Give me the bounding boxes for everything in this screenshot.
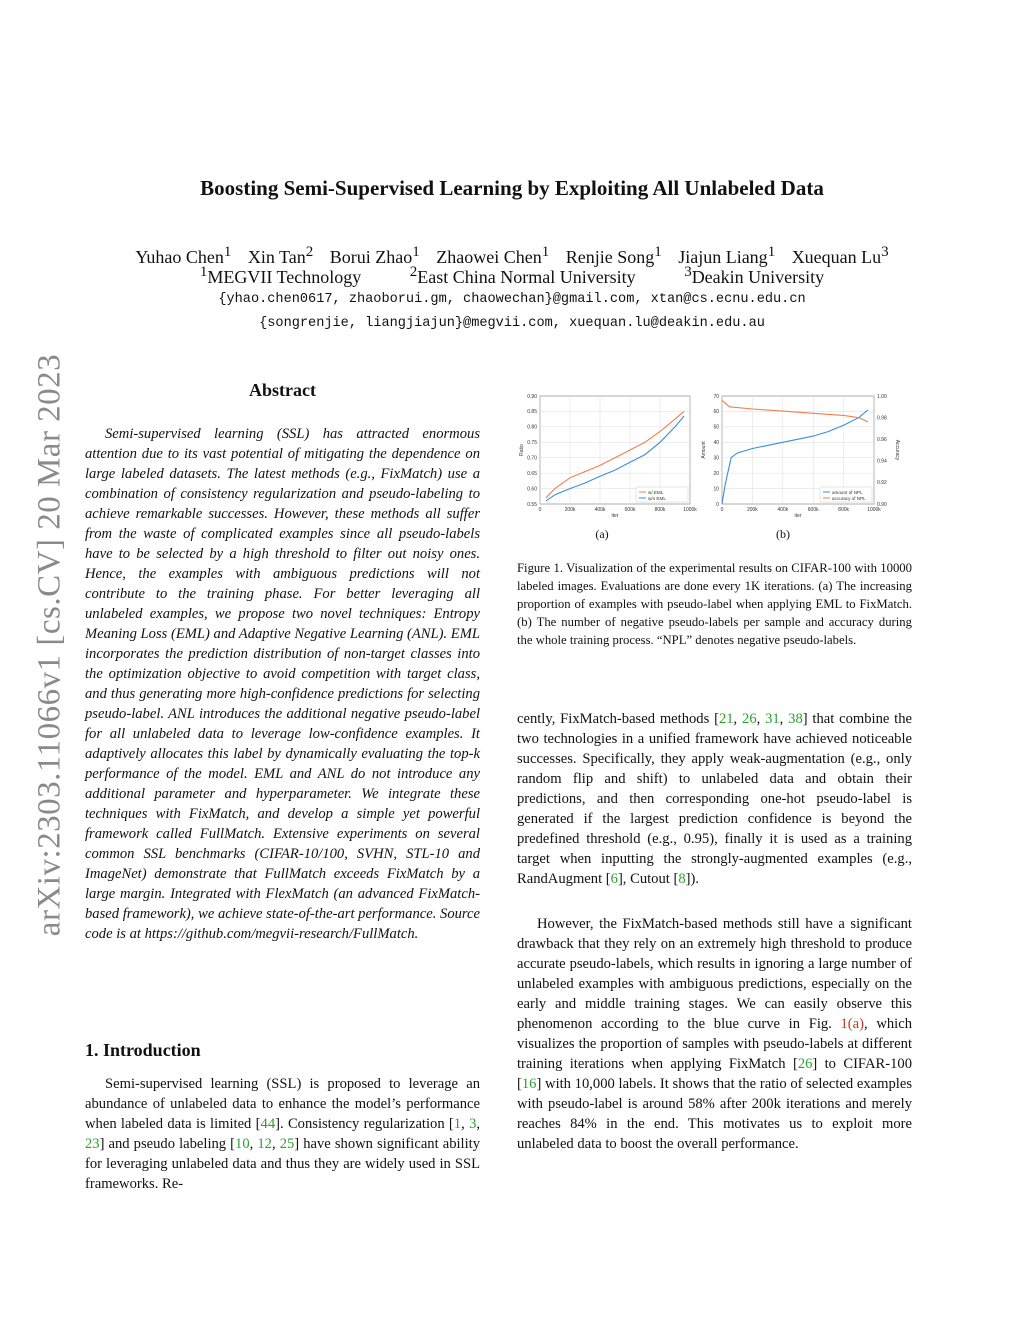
y-right-tick-label: 1.00 bbox=[877, 393, 887, 400]
y-tick-label: 0 bbox=[716, 501, 719, 508]
y-right-tick-label: 0.90 bbox=[877, 501, 887, 508]
x-tick-label: 200k bbox=[564, 507, 576, 513]
y-tick-label: 0.60 bbox=[527, 486, 537, 493]
y-right-tick-label: 0.94 bbox=[877, 458, 887, 465]
x-tick-label: 600k bbox=[624, 507, 636, 513]
chart-npl bbox=[701, 390, 912, 519]
author: Renjie Song$^1$ bbox=[565, 244, 662, 267]
x-tick-label: 1000k bbox=[683, 507, 697, 513]
affiliation: $^3$Deakin University bbox=[684, 264, 825, 287]
author: Yuhao Chen$^1$ bbox=[135, 244, 232, 267]
arxiv-identifier: arXiv:2303.11066v1 [cs.CV] 20 Mar 2023 bbox=[31, 353, 68, 937]
paper-title: Boosting Semi-Supervised Learning by Exploiting All Unlabeled Data bbox=[200, 176, 824, 200]
citation-link[interactable]: 31 bbox=[765, 711, 780, 727]
y-tick-label: 10 bbox=[713, 486, 719, 493]
author: Xuequan Lu$^3$ bbox=[791, 244, 889, 267]
citation-link[interactable]: 3 bbox=[469, 1116, 477, 1132]
figure-1a bbox=[512, 390, 700, 521]
x-axis-label: iter bbox=[794, 513, 802, 519]
citation-link[interactable]: 1 bbox=[453, 1116, 462, 1132]
citation-link[interactable]: 10 bbox=[235, 1136, 250, 1152]
y-tick-label: 0.80 bbox=[527, 424, 537, 431]
email-line-1: {yhao.chen0617, zhaoborui.gm, chaowechan}@gmail.com, xtan@cs.ecnu.edu.cn bbox=[218, 292, 806, 307]
y-axis-label: Amount bbox=[701, 441, 707, 459]
legend-label: w/ EML bbox=[648, 489, 664, 495]
legend-label: amount of NPL bbox=[832, 489, 863, 495]
figure-1b bbox=[702, 390, 912, 521]
affiliation: $^1$MEGVII Technology bbox=[199, 264, 362, 287]
citation-link[interactable]: 38 bbox=[788, 711, 803, 727]
citation-link[interactable]: 23 bbox=[85, 1136, 100, 1152]
x-tick-label: 0 bbox=[538, 507, 542, 513]
intro-paragraph-3: However, the FixMatch-based methods still have a significant drawback that they rely on an extremely high threshold to produce accurate pseudo-labels, which results in ignoring a large number of unlabeled examples with ambiguous predictions, especially on the early and middle training stages. We can easily observe this phenomenon according to the blue curve in Fig. 1(a), which visualizes the proportion of samples with pseudo-labels at different training iterations when applying FixMatch [26] to CIFAR-100 [16] with 10,000 labels. It shows that the ratio of selected examples with pseudo-label is around 58% after 200k iterations and merely reaches 84% in the end. This motivates us to exploit more unlabeled data to boost the overall performance. bbox=[517, 916, 912, 1152]
arxiv-sidebar bbox=[28, 345, 72, 945]
author: Borui Zhao$^1$ bbox=[329, 244, 420, 267]
y-tick-label: 0.55 bbox=[527, 501, 537, 508]
author: Xin Tan$^2$ bbox=[247, 244, 314, 267]
email-line-2: {songrenjie, liangjiajun}@megvii.com, xuequan.lu@deakin.edu.au bbox=[259, 316, 765, 331]
y-tick-label: 60 bbox=[713, 409, 719, 416]
intro-paragraph-2: cently, FixMatch-based methods [21, 26, 31, 38] that combine the two technologies in a unified framework have achieved noticeable successes. Specifically, they apply weak-augmentation (e.g., only random flip and shift) to unlabeled data and obtain their predictions, and then corresponding one-hot pseudo-label is generated if the largest prediction confidence is beyond the predefined threshold (e.g., 0.95), finally it is used as a training target when inputting the strongly-augmented examples (e.g., RandAugment [6], Cutout [8]). bbox=[517, 711, 912, 887]
citation-link[interactable]: 25 bbox=[279, 1136, 295, 1152]
y-tick-label: 50 bbox=[713, 424, 719, 431]
citation-link[interactable]: 26 bbox=[797, 1056, 813, 1072]
x-tick-label: 400k bbox=[594, 507, 606, 513]
section-heading-introduction: 1. Introduction bbox=[85, 1040, 201, 1060]
y-right-tick-label: 0.96 bbox=[877, 437, 887, 443]
chart-ratio bbox=[512, 390, 700, 519]
y-tick-label: 0.65 bbox=[527, 470, 537, 477]
x-tick-label: 800k bbox=[654, 507, 666, 513]
subfigure-label-a: (a) bbox=[595, 527, 609, 541]
intro-paragraph-1: Semi-supervised learning (SSL) is proposed to leverage an abundance of unlabeled data to enhance the model’s performance when labeled data is limited [44]. Consistency regularization [1, 3, 23] and pseudo labeling [10, 12, 25] have shown significant ability for leveraging unlabeled data and thus they are widely used in SSL frameworks. Re- bbox=[85, 1076, 481, 1192]
citation-link[interactable]: 6 bbox=[610, 871, 618, 887]
x-tick-label: 800k bbox=[838, 507, 850, 513]
abstract-text: Semi-supervised learning (SSL) has attracted enormous attention due to its vast potential of mitigating the dependence on large labeled datasets. The latest methods (e.g., FixMatch) use a combination of consistency regularization and pseudo-labeling to achieve remarkable successes. However, these methods all suffer from the waste of complicated examples since all pseudo-labels have to be selected by a high threshold to filter out noisy ones. Hence, the examples with ambiguous predictions will not contribute to the training phase. For better leveraging all unlabeled examples, we propose two novel techniques: Entropy Meaning Loss (EML) and Adaptive Negative Learning (ANL). EML incorporates the prediction distribution of non-target classes into the optimization objective to avoid competition with target class, and thus generating more high-confidence predictions for selecting pseudo-label. ANL introduces the additional negative pseudo-label for all unlabeled data to leverage low-confidence examples. It adaptively allocates this label by dynamically evaluating the top-k performance of the model. EML and ANL do not introduce any additional parameter and hyperparameter. We integrate these techniques with FixMatch, and develop a simple yet powerful framework called FullMatch. Extensive experiments on several common SSL benchmarks (CIFAR-10/100, SVHN, STL-10 and ImageNet) demonstrate that FullMatch exceeds FixMatch by a large margin. Integrated with FlexMatch (an advanced FixMatch-based framework), we achieve state-of-the-art performance. Source code is at https://github.com/megvii-research/FullMatch. bbox=[85, 426, 481, 942]
x-tick-label: 200k bbox=[746, 507, 758, 513]
legend-label: accuracy of NPL bbox=[832, 495, 866, 501]
y-tick-label: 20 bbox=[713, 470, 719, 477]
y-tick-label: 0.75 bbox=[527, 440, 537, 447]
affiliation: $^2$East China Normal University bbox=[409, 264, 636, 287]
y-tick-label: 0.70 bbox=[527, 455, 537, 462]
figure-reference-link[interactable]: 1(a) bbox=[840, 1016, 864, 1032]
y-tick-label: 0.90 bbox=[527, 393, 537, 400]
affiliation-list bbox=[0, 264, 1024, 288]
author: Jiajun Liang$^1$ bbox=[678, 244, 776, 267]
subfigure-label-b: (b) bbox=[776, 527, 790, 541]
x-tick-label: 1000k bbox=[867, 507, 881, 513]
y-tick-label: 70 bbox=[713, 393, 719, 400]
citation-link[interactable]: 12 bbox=[257, 1136, 272, 1152]
author: Zhaowei Chen$^1$ bbox=[436, 244, 550, 267]
legend-label: w/o EML bbox=[648, 495, 666, 501]
citation-link[interactable]: 8 bbox=[678, 871, 686, 887]
citation-link[interactable]: 21 bbox=[718, 711, 734, 727]
y-axis-label: Ratio bbox=[519, 444, 525, 456]
x-tick-label: 0 bbox=[720, 507, 724, 513]
citation-link[interactable]: 26 bbox=[742, 711, 757, 727]
x-tick-label: 600k bbox=[807, 507, 819, 513]
y-tick-label: 30 bbox=[713, 455, 719, 462]
abstract-heading: Abstract bbox=[249, 380, 316, 400]
y-right-tick-label: 0.98 bbox=[877, 415, 887, 422]
citation-link[interactable]: 44 bbox=[260, 1116, 276, 1132]
y-tick-label: 40 bbox=[713, 440, 719, 447]
figure-caption: Figure 1. Visualization of the experimental results on CIFAR-100 with 10000 labeled images. Evaluations are done every 1K iterations. (a) The increasing proportion of examples with pseudo-label when applying EML to FixMatch. (b) The number of negative pseudo-labels per sample and accuracy during the whole training process. “NPL” denotes negative pseudo-labels. bbox=[517, 561, 912, 647]
x-axis-label: iter bbox=[611, 513, 619, 519]
y-tick-label: 0.85 bbox=[527, 409, 537, 416]
y-right-tick-label: 0.92 bbox=[877, 480, 887, 487]
citation-link[interactable]: 16 bbox=[521, 1076, 537, 1092]
y-right-axis-label: Accuracy bbox=[894, 439, 900, 461]
x-tick-label: 400k bbox=[777, 507, 789, 513]
